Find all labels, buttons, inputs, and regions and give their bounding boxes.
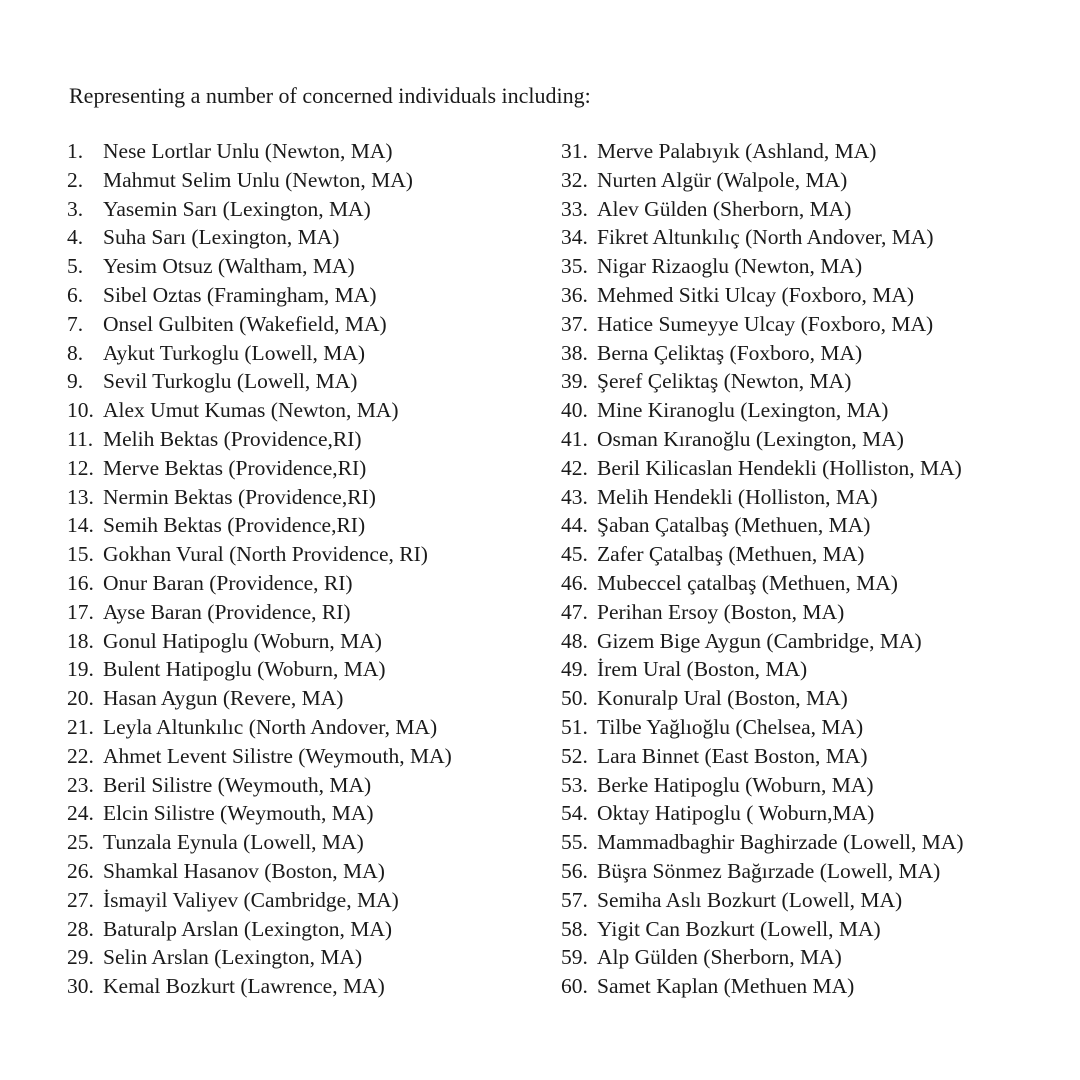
item-number: 14.	[67, 513, 94, 538]
signatory-list-left	[67, 137, 452, 1001]
signatory-item	[561, 569, 964, 598]
signatory-name: Beril Silistre (Weymouth, MA)	[103, 772, 372, 797]
signatory-name: Mubeccel çatalbaş (Methuen, MA)	[597, 570, 898, 595]
item-number: 5.	[67, 254, 84, 279]
intro-text: Representing a number of concerned individuals including:	[69, 83, 591, 108]
item-number: 13.	[67, 484, 94, 509]
signatory-list-right	[561, 137, 964, 1001]
signatory-name: Yesim Otsuz (Waltham, MA)	[103, 254, 355, 279]
signatory-item	[67, 425, 452, 454]
signatory-item	[561, 281, 964, 310]
signatory-item	[67, 396, 452, 425]
signatory-name: Berna Çeliktaş (Foxboro, MA)	[597, 340, 863, 365]
item-number: 57.	[561, 887, 588, 912]
signatory-item	[67, 252, 452, 281]
signatory-name: Baturalp Arslan (Lexington, MA)	[103, 916, 393, 941]
signatory-name: Şaban Çatalbaş (Methuen, MA)	[597, 513, 871, 538]
item-number: 8.	[67, 340, 84, 365]
signatory-name: Büşra Sönmez Bağırzade (Lowell, MA)	[597, 858, 941, 883]
signatory-item	[67, 223, 452, 252]
signatory-name: Selin Arslan (Lexington, MA)	[103, 945, 363, 970]
signatory-item	[67, 742, 452, 771]
signatory-item	[561, 627, 964, 656]
signatory-name: Fikret Altunkılıç (North Andover, MA)	[597, 225, 934, 250]
item-number: 40.	[561, 398, 588, 423]
signatory-name: Bulent Hatipoglu (Woburn, MA)	[103, 657, 386, 682]
signatory-name: Mammadbaghir Baghirzade (Lowell, MA)	[597, 830, 964, 855]
signatory-item	[561, 857, 964, 886]
signatory-name: Hasan Aygun (Revere, MA)	[103, 686, 344, 711]
signatory-name: Alev Gülden (Sherborn, MA)	[597, 196, 852, 221]
signatory-name: Tilbe Yağlıoğlu (Chelsea, MA)	[597, 714, 864, 739]
item-number: 45.	[561, 542, 588, 567]
item-number: 41.	[561, 426, 588, 451]
signatory-name: Perihan Ersoy (Boston, MA)	[597, 599, 845, 624]
signatory-name: Nermin Bektas (Providence,RI)	[103, 484, 376, 509]
signatory-item	[67, 195, 452, 224]
signatory-name: Merve Bektas (Providence,RI)	[103, 455, 367, 480]
signatory-item	[67, 655, 452, 684]
signatory-item	[67, 915, 452, 944]
signatory-item	[561, 742, 964, 771]
item-number: 59.	[561, 945, 588, 970]
signatory-item	[67, 310, 452, 339]
item-number: 46.	[561, 570, 588, 595]
signatory-item	[67, 598, 452, 627]
signatory-name: Ahmet Levent Silistre (Weymouth, MA)	[103, 743, 452, 768]
signatory-name: Samet Kaplan (Methuen MA)	[597, 974, 855, 999]
signatory-item	[67, 828, 452, 857]
signatory-name: Gizem Bige Aygun (Cambridge, MA)	[597, 628, 922, 653]
signatory-name: Mahmut Selim Unlu (Newton, MA)	[103, 167, 413, 192]
signatory-name: Melih Bektas (Providence,RI)	[103, 426, 362, 451]
signatory-item	[561, 799, 964, 828]
item-number: 27.	[67, 887, 94, 912]
item-number: 32.	[561, 167, 588, 192]
item-number: 35.	[561, 254, 588, 279]
item-number: 26.	[67, 858, 94, 883]
item-number: 33.	[561, 196, 588, 221]
signatory-name: Şeref Çeliktaş (Newton, MA)	[597, 369, 852, 394]
signatory-item	[67, 367, 452, 396]
item-number: 12.	[67, 455, 94, 480]
signatory-name: Suha Sarı (Lexington, MA)	[103, 225, 340, 250]
signatory-item	[561, 252, 964, 281]
signatory-name: Melih Hendekli (Holliston, MA)	[597, 484, 878, 509]
signatory-name: İrem Ural (Boston, MA)	[597, 657, 808, 682]
item-number: 3.	[67, 196, 84, 221]
signatory-name: Berke Hatipoglu (Woburn, MA)	[597, 772, 874, 797]
item-number: 52.	[561, 743, 588, 768]
signatory-name: Yasemin Sarı (Lexington, MA)	[103, 196, 371, 221]
item-number: 56.	[561, 858, 588, 883]
item-number: 20.	[67, 686, 94, 711]
item-number: 30.	[67, 974, 94, 999]
signatory-item	[67, 339, 452, 368]
item-number: 6.	[67, 282, 84, 307]
item-number: 11.	[67, 426, 94, 451]
item-number: 31.	[561, 139, 588, 163]
item-number: 1.	[67, 139, 84, 163]
signatory-item	[67, 886, 452, 915]
signatory-item	[67, 511, 452, 540]
signatory-name: Sibel Oztas (Framingham, MA)	[103, 282, 377, 307]
signatory-item	[561, 223, 964, 252]
item-number: 16.	[67, 570, 94, 595]
item-number: 4.	[67, 225, 84, 250]
signatory-name: Gokhan Vural (North Providence, RI)	[103, 542, 428, 567]
item-number: 17.	[67, 599, 94, 624]
item-number: 15.	[67, 542, 94, 567]
signatory-item	[67, 684, 452, 713]
signatory-item	[67, 857, 452, 886]
signatory-name: Mine Kiranoglu (Lexington, MA)	[597, 398, 889, 423]
signatory-name: Semiha Aslı Bozkurt (Lowell, MA)	[597, 887, 903, 912]
item-number: 24.	[67, 801, 94, 826]
signatory-name: Nigar Rizaoglu (Newton, MA)	[597, 254, 863, 279]
item-number: 36.	[561, 282, 588, 307]
signatory-item	[67, 483, 452, 512]
signatory-name: Elcin Silistre (Weymouth, MA)	[103, 801, 374, 826]
signatory-name: Shamkal Hasanov (Boston, MA)	[103, 858, 385, 883]
item-number: 38.	[561, 340, 588, 365]
item-number: 44.	[561, 513, 588, 538]
item-number: 39.	[561, 369, 588, 394]
signatory-name: Konuralp Ural (Boston, MA)	[597, 686, 848, 711]
signatory-item	[561, 713, 964, 742]
signatory-name: Tunzala Eynula (Lowell, MA)	[103, 830, 364, 855]
signatory-name: Nese Lortlar Unlu (Newton, MA)	[103, 139, 393, 163]
signatory-name: Beril Kilicaslan Hendekli (Holliston, MA)	[597, 455, 962, 480]
signatory-item	[67, 627, 452, 656]
signatory-item	[67, 137, 452, 166]
signatory-name: Lara Binnet (East Boston, MA)	[597, 743, 868, 768]
item-number: 48.	[561, 628, 588, 653]
signatory-item	[561, 310, 964, 339]
item-number: 55.	[561, 830, 588, 855]
signatory-item	[561, 195, 964, 224]
item-number: 42.	[561, 455, 588, 480]
item-number: 37.	[561, 311, 588, 336]
signatory-name: Leyla Altunkılıc (North Andover, MA)	[103, 714, 438, 739]
signatory-name: Oktay Hatipoglu ( Woburn,MA)	[597, 801, 875, 826]
item-number: 2.	[67, 167, 84, 192]
item-number: 53.	[561, 772, 588, 797]
signatory-item	[67, 166, 452, 195]
signatory-item	[561, 598, 964, 627]
signatory-item	[67, 713, 452, 742]
signatory-item	[561, 943, 964, 972]
signatory-name: Aykut Turkoglu (Lowell, MA)	[103, 340, 366, 365]
signatory-name: Osman Kıranoğlu (Lexington, MA)	[597, 426, 904, 451]
signatory-name: Semih Bektas (Providence,RI)	[103, 513, 366, 538]
signatory-item	[561, 915, 964, 944]
item-number: 22.	[67, 743, 94, 768]
signatory-item	[561, 483, 964, 512]
signatory-item	[67, 771, 452, 800]
signatory-name: Kemal Bozkurt (Lawrence, MA)	[103, 974, 385, 999]
signatory-name: Nurten Algür (Walpole, MA)	[597, 167, 848, 192]
signatory-name: Onsel Gulbiten (Wakefield, MA)	[103, 311, 387, 336]
item-number: 19.	[67, 657, 94, 682]
item-number: 21.	[67, 714, 94, 739]
item-number: 25.	[67, 830, 94, 855]
item-number: 54.	[561, 801, 588, 826]
signatory-name: Ayse Baran (Providence, RI)	[103, 599, 351, 624]
signatory-item	[561, 454, 964, 483]
signatory-item	[561, 425, 964, 454]
signatory-item	[67, 943, 452, 972]
signatory-name: Zafer Çatalbaş (Methuen, MA)	[597, 542, 865, 567]
signatory-item	[67, 454, 452, 483]
signatory-item	[561, 655, 964, 684]
signatory-item	[561, 396, 964, 425]
signatory-item	[561, 137, 964, 166]
signatory-item	[561, 540, 964, 569]
signatory-name: Sevil Turkoglu (Lowell, MA)	[103, 369, 358, 394]
signatory-item	[561, 339, 964, 368]
signatory-item	[561, 367, 964, 396]
item-number: 29.	[67, 945, 94, 970]
item-number: 60.	[561, 974, 588, 999]
signatory-item	[561, 828, 964, 857]
item-number: 9.	[67, 369, 84, 394]
signatory-name: Gonul Hatipoglu (Woburn, MA)	[103, 628, 382, 653]
signatory-name: Mehmed Sitki Ulcay (Foxboro, MA)	[597, 282, 915, 307]
item-number: 18.	[67, 628, 94, 653]
item-number: 50.	[561, 686, 588, 711]
signatory-item	[67, 281, 452, 310]
item-number: 28.	[67, 916, 94, 941]
signatory-name: Merve Palabıyık (Ashland, MA)	[597, 139, 877, 163]
signatory-name: Yigit Can Bozkurt (Lowell, MA)	[597, 916, 881, 941]
item-number: 47.	[561, 599, 588, 624]
item-number: 49.	[561, 657, 588, 682]
signatory-item	[561, 511, 964, 540]
signatory-name: Onur Baran (Providence, RI)	[103, 570, 353, 595]
item-number: 43.	[561, 484, 588, 509]
item-number: 51.	[561, 714, 588, 739]
signatory-item	[67, 540, 452, 569]
signatory-name: İsmayil Valiyev (Cambridge, MA)	[103, 887, 399, 912]
signatory-name: Alex Umut Kumas (Newton, MA)	[103, 398, 399, 423]
signatory-name: Hatice Sumeyye Ulcay (Foxboro, MA)	[597, 311, 934, 336]
item-number: 58.	[561, 916, 588, 941]
signatory-item	[561, 771, 964, 800]
signatory-item	[67, 799, 452, 828]
signatory-item	[561, 166, 964, 195]
signatory-item	[67, 972, 452, 1001]
signatory-item	[561, 684, 964, 713]
signatory-item	[67, 569, 452, 598]
item-number: 23.	[67, 772, 94, 797]
item-number: 7.	[67, 311, 84, 336]
signatory-name: Alp Gülden (Sherborn, MA)	[597, 945, 842, 970]
signatory-item	[561, 886, 964, 915]
item-number: 10.	[67, 398, 94, 423]
item-number: 34.	[561, 225, 588, 250]
signatory-item	[561, 972, 964, 1001]
